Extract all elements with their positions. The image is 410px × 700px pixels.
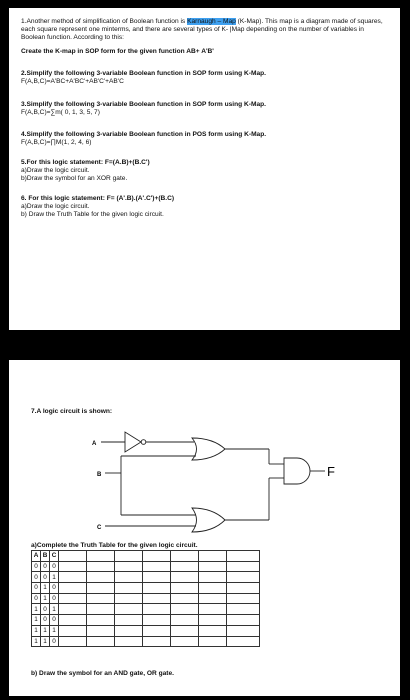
table-cell: 0 [41,604,50,615]
table-cell: 1 [41,583,50,594]
table-row [32,604,260,615]
top-or-gate [192,438,225,460]
answer-cell[interactable] [227,636,260,647]
answer-cell[interactable] [115,604,143,615]
table-row [32,593,260,604]
table-row [32,561,260,572]
answer-cell[interactable] [171,604,199,615]
answer-cell[interactable] [59,636,87,647]
not-gate-symbol [125,432,141,452]
input-b-label: B [97,472,102,478]
answer-cell[interactable] [227,593,260,604]
answer-cell[interactable] [171,583,199,594]
empty-header [143,551,171,562]
answer-cell[interactable] [171,593,199,604]
table-cell: 1 [41,636,50,647]
table-row [32,636,260,647]
empty-header [171,551,199,562]
q5-title: 5.For this logic statement: F=(A.B)+(B.C') [21,158,150,166]
table-cell: 1 [50,625,59,636]
input-a-label: A [92,441,97,447]
answer-cell[interactable] [199,572,227,583]
answer-cell[interactable] [115,636,143,647]
answer-cell[interactable] [199,561,227,572]
question-5 [21,159,388,183]
q6-title: 6. For this logic statement: F= (A'.B).(A'.C')+(B.C) [21,195,175,203]
answer-cell[interactable] [59,583,87,594]
q1-task: Create the K-map in SOP form for the given function AB+ A'B' [21,48,214,56]
table-cell: 0 [50,561,59,572]
q7-title: 7.A logic circuit is shown: [31,408,113,415]
q3-expression: F(A,B,C)=∑m( 0, 1, 3, 5, 7) [21,108,100,116]
answer-cell[interactable] [59,561,87,572]
answer-cell[interactable] [115,615,143,626]
answer-cell[interactable] [143,625,171,636]
table-cell: 1 [50,572,59,583]
q2-expression: F(A,B,C)=A'BC+A'BC'+AB'C'+AB'C [21,78,124,86]
answer-cell[interactable] [171,615,199,626]
table-cell: 0 [50,636,59,647]
header-a: A [32,551,41,562]
question-page-2 [9,360,400,696]
header-c: C [50,551,59,562]
table-cell: 0 [41,572,50,583]
table-cell: 1 [41,625,50,636]
answer-cell[interactable] [87,636,115,647]
answer-cell[interactable] [59,625,87,636]
answer-cell[interactable] [59,615,87,626]
answer-cell[interactable] [115,572,143,583]
q1-text-post: (K-Map). This map is a diagram made of squares, each square represent one minterms, and there are several types of K- |Map depending on the number of variables in Boolean function. According to this: [21,18,383,42]
and-gate [284,458,310,484]
q6-part-b: b) Draw the Truth Table for the given logic circuit. [21,211,164,219]
answer-cell[interactable] [59,593,87,604]
answer-cell[interactable] [199,625,227,636]
answer-cell[interactable] [143,604,171,615]
answer-cell[interactable] [87,625,115,636]
table-cell: 0 [32,593,41,604]
question-2 [21,70,388,86]
truth-table-header-row [32,551,260,562]
answer-cell[interactable] [115,583,143,594]
truth-table-caption: a)Complete the Truth Table for the given logic circuit. [31,542,198,549]
q1-highlight: Karnaugh – Map [187,18,236,25]
answer-cell[interactable] [115,561,143,572]
answer-cell[interactable] [171,636,199,647]
answer-cell[interactable] [143,561,171,572]
table-cell: 0 [50,615,59,626]
empty-header [199,551,227,562]
question-page-1 [9,8,400,330]
answer-cell[interactable] [87,604,115,615]
question-3 [21,101,388,117]
table-cell: 1 [50,604,59,615]
answer-cell[interactable] [227,572,260,583]
table-cell: 0 [32,583,41,594]
answer-cell[interactable] [227,615,260,626]
answer-cell[interactable] [199,636,227,647]
table-cell: 1 [32,615,41,626]
answer-cell[interactable] [227,604,260,615]
table-row [32,625,260,636]
q5-part-a: a)Draw the logic circuit. [21,167,90,175]
table-cell: 0 [41,561,50,572]
not-gate-bubble [141,440,146,445]
table-row [32,572,260,583]
table-row [32,615,260,626]
table-row [32,583,260,594]
answer-cell[interactable] [227,625,260,636]
answer-cell[interactable] [171,625,199,636]
answer-cell[interactable] [143,636,171,647]
answer-cell[interactable] [87,615,115,626]
header-b: B [41,551,50,562]
answer-cell[interactable] [199,593,227,604]
question-1 [21,18,388,56]
answer-cell[interactable] [227,583,260,594]
q3-title: 3.Simplify the following 3-variable Boolean function in SOP form using K-Map. [21,100,266,108]
empty-header [59,551,87,562]
q4-expression: F(A,B,C)=∏M(1, 2, 4, 6) [21,138,92,146]
bottom-or-gate [192,508,225,532]
table-cell: 1 [32,636,41,647]
q5-part-b: b)Draw the symbol for an XOR gate. [21,175,128,183]
answer-cell[interactable] [59,604,87,615]
answer-cell[interactable] [87,572,115,583]
answer-cell[interactable] [143,572,171,583]
table-cell: 1 [32,604,41,615]
empty-header [115,551,143,562]
answer-cell[interactable] [115,625,143,636]
table-cell: 0 [32,572,41,583]
answer-cell[interactable] [143,615,171,626]
question-6 [21,195,388,219]
table-cell: 0 [41,615,50,626]
output-f-label: F [327,464,335,479]
empty-header [87,551,115,562]
answer-cell[interactable] [171,561,199,572]
answer-cell[interactable] [143,593,171,604]
answer-cell[interactable] [227,561,260,572]
answer-cell[interactable] [59,572,87,583]
q1-text-pre: 1.Another method of simplification of Boolean function is [21,18,186,25]
table-cell: 0 [50,583,59,594]
table-cell: 0 [32,561,41,572]
q7-part-b: b) Draw the symbol for an AND gate, OR gate. [31,670,175,677]
table-cell: 1 [41,593,50,604]
table-cell: 1 [32,625,41,636]
answer-cell[interactable] [171,572,199,583]
input-c-label: C [97,525,102,531]
answer-cell[interactable] [115,593,143,604]
q2-title: 2.Simplify the following 3-variable Boolean function in SOP form using K-Map. [21,70,266,78]
table-cell: 0 [50,593,59,604]
empty-header [227,551,260,562]
answer-cell[interactable] [199,604,227,615]
answer-cell[interactable] [199,615,227,626]
answer-cell[interactable] [199,583,227,594]
answer-cell[interactable] [87,583,115,594]
question-4 [21,131,388,147]
q4-title: 4.Simplify the following 3-variable Boolean function in POS form using K-Map. [21,130,267,138]
truth-table [31,550,260,647]
answer-cell[interactable] [143,583,171,594]
q6-part-a: a)Draw the logic circuit. [21,203,90,211]
answer-cell[interactable] [87,561,115,572]
answer-cell[interactable] [87,593,115,604]
